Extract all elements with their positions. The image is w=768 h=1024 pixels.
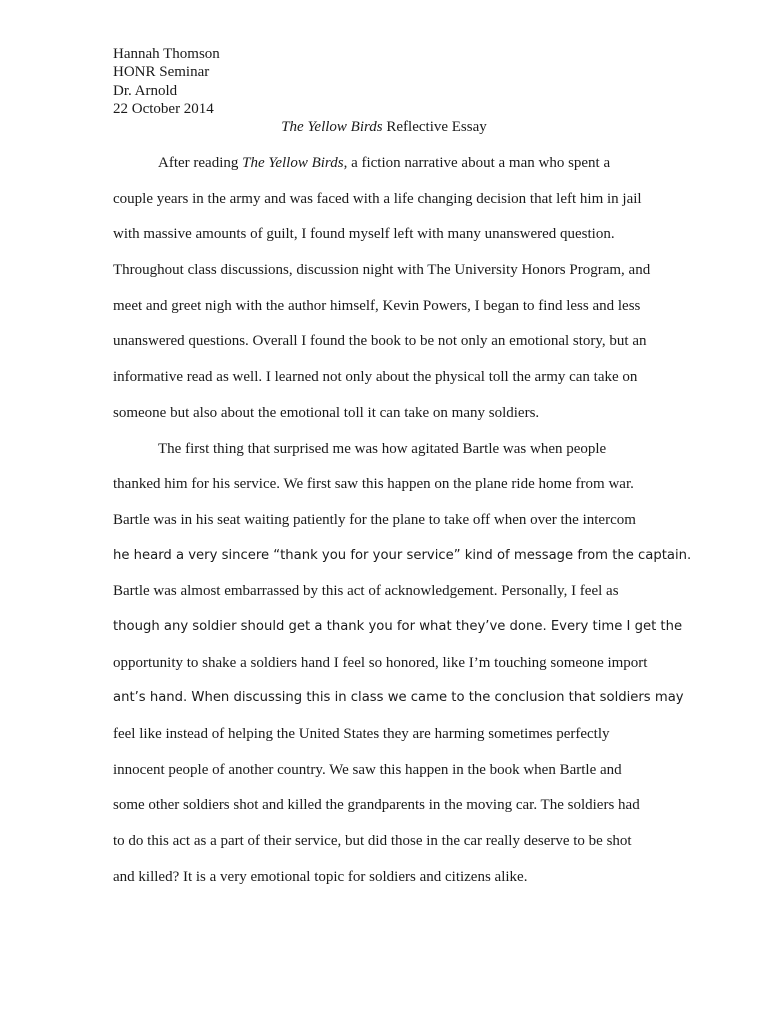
instructor-name: Dr. Arnold	[113, 82, 178, 99]
paragraph-2-line: feel like instead of helping the United States they are harming sometimes perfectly	[113, 726, 610, 742]
course-name: HONR Seminar	[113, 64, 210, 81]
book-title: The Yellow Birds	[281, 119, 383, 135]
paragraph-2-line: innocent people of another country. We saw this happen in the book when Bartle and	[113, 761, 622, 778]
paragraph-1-line: couple years in the army and was faced with a life changing decision that left him in jail	[113, 190, 642, 207]
paragraph-2-line: and killed? It is a very emotional topic for soldiers and citizens alike.	[113, 868, 528, 885]
paragraph-2-line: Bartle was in his seat waiting patiently for the plane to take off when over the intercom	[113, 511, 636, 528]
title-suffix: Reflective Essay	[382, 119, 487, 135]
essay-body	[113, 152, 692, 901]
essay-date: 22 October 2014	[113, 100, 214, 117]
paragraph-2-line: thanked him for his service. We first saw this happen on the plane ride home from war.	[113, 476, 634, 493]
paragraph-1-line: with massive amounts of guilt, I found myself left with many unanswered question.	[113, 226, 615, 243]
p1-line1-post: , a fiction narrative about a man who spent a	[343, 155, 611, 171]
paragraph-1-line: meet and greet nigh with the author himself, Kevin Powers, I began to find less and less	[113, 297, 641, 314]
paragraph-2-line: though any soldier should get a thank you for what they’ve done. Every time I get the	[113, 618, 683, 634]
paragraph-2-line: Bartle was almost embarrassed by this act of acknowledgement. Personally, I feel as	[113, 583, 619, 600]
essay-header	[113, 45, 220, 118]
p1-line1-pre: After reading	[158, 155, 243, 171]
paragraph-2-line: he heard a very sincere “thank you for your service” kind of message from the captain.	[113, 547, 692, 563]
paragraph-1-line: someone but also about the emotional toll it can take on many soldiers.	[113, 404, 540, 421]
paragraph-1-line-1	[113, 152, 673, 188]
essay-title	[0, 118, 768, 136]
author-name: Hannah Thomson	[113, 46, 220, 62]
p1-book-title: The Yellow Birds	[242, 155, 344, 171]
paragraph-2-line: to do this act as a part of their service, but did those in the car really deserve to be shot	[113, 833, 632, 850]
paragraph-2-line: some other soldiers shot and killed the grandparents in the moving car. The soldiers had	[113, 797, 640, 814]
paragraph-1-line: Throughout class discussions, discussion night with The University Honors Program, and	[113, 262, 651, 279]
paragraph-2-line: ant’s hand. When discussing this in class we came to the conclusion that soldiers may	[113, 690, 684, 706]
paragraph-2-line-1: The first thing that surprised me was how agitated Bartle was when people	[158, 440, 607, 457]
paragraph-2-line: opportunity to shake a soldiers hand I feel so honored, like I’m touching someone import	[113, 654, 648, 671]
paragraph-1-line: unanswered questions. Overall I found the book to be not only an emotional story, but an	[113, 333, 647, 350]
paragraph-1-line: informative read as well. I learned not only about the physical toll the army can take on	[113, 369, 638, 386]
